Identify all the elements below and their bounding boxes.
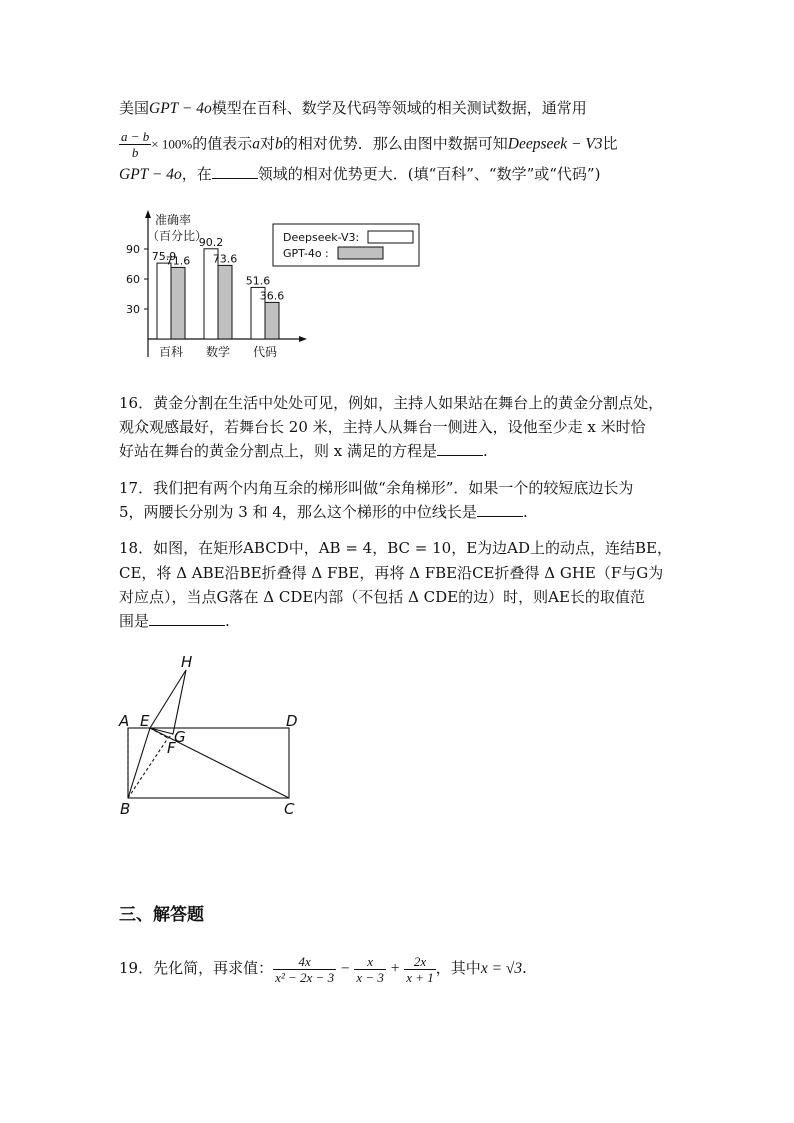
category-label-1: 数学 xyxy=(205,345,231,359)
condition-x-sqrt3: x = √3 xyxy=(480,960,523,977)
rectangle-fold-figure xyxy=(110,650,330,820)
accuracy-bar-chart xyxy=(115,210,435,370)
bar-gpt-1 xyxy=(218,265,232,339)
gpt-math: GPT − 4o xyxy=(149,100,212,117)
category-label-2: 代码 xyxy=(252,345,278,359)
y-tick-label-30: 30 xyxy=(126,303,140,316)
bar-value-label-gpt-2: 36.6 xyxy=(259,289,285,303)
segment-be xyxy=(128,728,150,798)
q18-line3: 对应点），当点G落在 Δ CDE内部（不包括 Δ CDE的边）时，则AE长的取值范 xyxy=(119,588,645,606)
bar-gpt-0 xyxy=(171,267,185,339)
category-label-0: 百科 xyxy=(158,345,184,359)
q15-line1: 美国GPT − 4o模型在百科、数学及代码等领域的相关测试数据，通常用 xyxy=(119,99,587,117)
rectangle-abcd xyxy=(128,728,289,798)
q18-line2: CE，将 Δ ABE沿BE折叠得 Δ FBE，再将 Δ FBE沿CE折叠得 Δ GHE（F与G为 xyxy=(119,564,664,582)
q18-line4: 围是 . xyxy=(119,612,230,630)
label-b: B xyxy=(120,800,131,818)
q19-line: 19．先化简，再求值： $\frac{4x}{\text{x² − 2x − 3}}$ − $\frac{x}{x - 3}$ + $\frac{2x}{x + 1}$ ，其中x = √3. xyxy=(119,953,527,985)
q17-line2: 5，两腰长分别为 3 和 4，那么这个梯形的中位线长是 . xyxy=(119,503,528,521)
section-title: 三、解答题 xyxy=(119,905,204,925)
answer-blank-15 xyxy=(212,164,258,179)
bar-value-label-gpt-1: 73.6 xyxy=(212,252,238,266)
deepseek-math: Deepseek − V3 xyxy=(507,135,603,153)
answer-blank-17 xyxy=(477,502,523,517)
answer-blank-18 xyxy=(149,611,225,626)
bar-value-label-deepseek-1: 90.2 xyxy=(198,235,224,249)
dashed-bf xyxy=(128,738,168,798)
label-a: A xyxy=(119,712,130,730)
fraction-a-minus-b-over-b: $\frac{a - b}{b}$ xyxy=(121,129,150,160)
legend-label-deepseek: Deepseek-V3: xyxy=(283,231,360,244)
answer-blank-16 xyxy=(437,441,483,456)
fraction-1: $\frac{4x}{\text{x² − 2x − 3}}$ xyxy=(275,953,335,985)
bar-value-label-deepseek-0: 75.9 xyxy=(151,250,177,264)
label-g: G xyxy=(174,728,186,746)
label-c: C xyxy=(284,800,295,818)
bar-value-label-deepseek-2: 51.6 xyxy=(245,274,271,288)
y-axis-label-2: （百分比） xyxy=(147,229,208,243)
label-f: F xyxy=(167,739,176,757)
q15-line3: GPT − 4o，在 领域的相对优势更大．(填“百科”、“数学”或“代码”) xyxy=(119,165,601,183)
y-tick-label-90: 90 xyxy=(126,243,140,256)
legend-swatch-deepseek xyxy=(368,231,413,243)
q15-line2: $\frac{a - b}{b}$ × 100%的值表示a对b的相对优势．那么由图中数据可知Deepseek − V3比 xyxy=(121,129,618,160)
fraction-2: $\frac{x}{x - 3}$ xyxy=(356,953,384,985)
legend-label-gpt: GPT-4o : xyxy=(283,247,329,260)
bar-deepseek-0 xyxy=(157,263,171,339)
bar-gpt-2 xyxy=(265,302,279,339)
q18-line1: 18．如图，在矩形ABCD中，AB = 4，BC = 10，E为边AD上的动点，连结BE， xyxy=(119,539,672,557)
fraction-3: $\frac{2x}{x + 1}$ xyxy=(406,953,434,985)
segment-eg xyxy=(150,728,173,734)
q16-line2: 观众观感最好，若舞台长 20 米，主持人从舞台一侧进入，设他至少走 x 米时恰 xyxy=(119,418,646,436)
y-axis-label-1: 准确率 xyxy=(155,213,192,227)
label-d: D xyxy=(286,712,298,730)
q16-line1: 16．黄金分割在生活中处处可见，例如，主持人如果站在舞台上的黄金分割点处， xyxy=(119,394,664,412)
label-e: E xyxy=(140,712,150,730)
label-h: H xyxy=(181,653,193,671)
legend-swatch-gpt xyxy=(338,247,383,259)
y-tick-label-60: 60 xyxy=(126,273,140,286)
y-axis-arrow xyxy=(145,210,151,218)
dashed-fg xyxy=(168,734,173,738)
q17-line1: 17．我们把有两个内角互余的梯形叫做“余角梯形”．如果一个的较短底边长为 xyxy=(119,479,634,497)
x-axis-arrow xyxy=(299,336,307,342)
q16-line3: 好站在舞台的黄金分割点上，则 x 满足的方程是 . xyxy=(119,442,488,460)
bar-value-label-gpt-0: 71.6 xyxy=(165,254,191,268)
